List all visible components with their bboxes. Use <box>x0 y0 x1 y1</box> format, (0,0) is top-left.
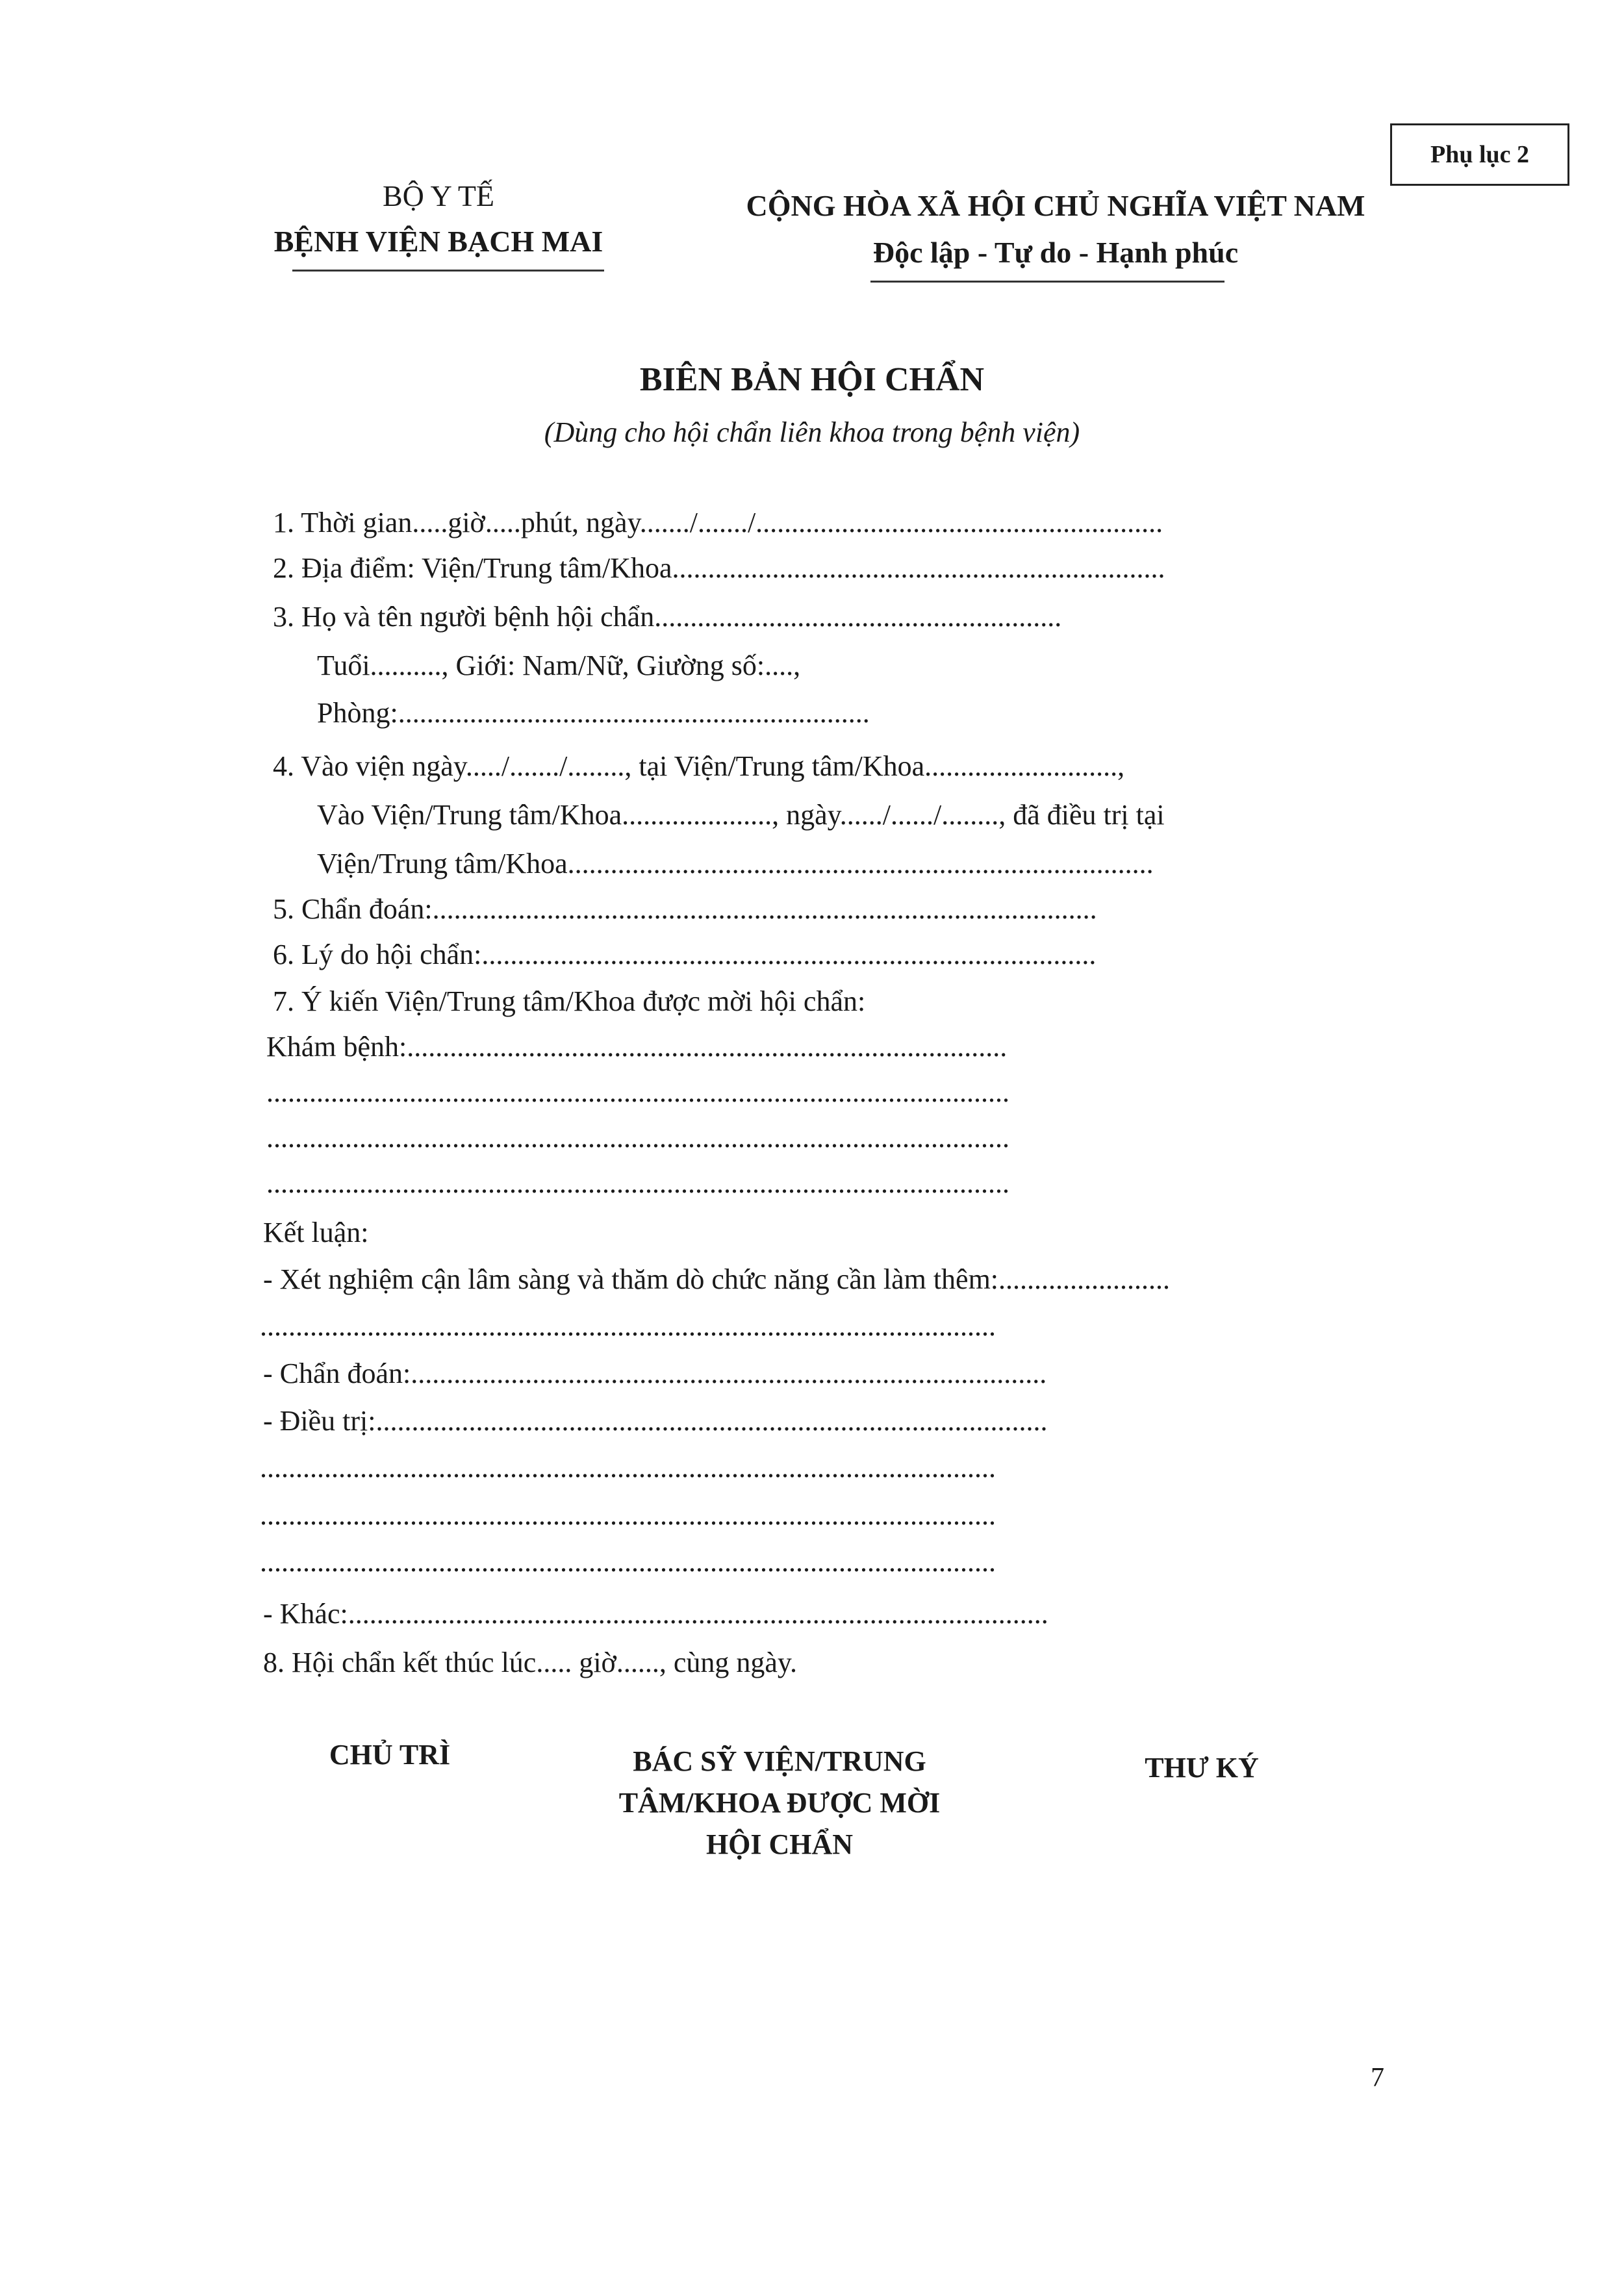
form-line-exam-dots-1: ........................................................................................................ <box>266 1076 1009 1108</box>
form-line-tests-dots: ....................................................................................................... <box>260 1310 996 1342</box>
form-line-room: Phòng:.................................................................. <box>317 697 870 729</box>
form-line-examination: Khám bệnh:.................................................................................... <box>266 1031 1008 1063</box>
hospital-underline <box>292 270 604 272</box>
form-line-treated-dept: Viện/Trung tâm/Khoa.................................................................................. <box>317 848 1154 879</box>
form-line-conclusion-diagnosis: - Chẩn đoán:......................................................................................... <box>263 1358 1047 1389</box>
form-line-end-time: 8. Hội chẩn kết thúc lúc..... giờ......, cùng ngày. <box>263 1647 798 1678</box>
document-subtitle: (Dùng cho hội chẩn liên khoa trong bệnh viện) <box>544 416 1080 448</box>
form-line-diagnosis: 5. Chẩn đoán:............................................................................................. <box>273 893 1097 925</box>
invited-doctor-line-1: BÁC SỸ VIỆN/TRUNG <box>633 1745 926 1777</box>
form-line-patient-name: 3. Họ và tên người bệnh hội chẩn......................................................... <box>273 601 1062 633</box>
form-line-treatment: - Điều trị:.............................................................................................. <box>263 1405 1048 1437</box>
appendix-label: Phụ lục 2 <box>1390 123 1569 186</box>
hospital-name: BỆNH VIỆN BẠCH MAI <box>273 225 603 258</box>
form-line-exam-dots-2: ........................................................................................................ <box>266 1122 1009 1154</box>
form-line-reason: 6. Lý do hội chẩn:...................................................................................... <box>273 939 1097 970</box>
signature-invited-doctor <box>552 1741 1007 1865</box>
signature-chair: CHỦ TRÌ <box>329 1739 451 1771</box>
form-line-admission-dept: Vào Viện/Trung tâm/Khoa....................., ngày....../....../........, đã điều trị tại <box>317 799 1165 831</box>
form-line-exam-dots-3: ........................................................................................................ <box>266 1167 1009 1199</box>
form-line-age-gender: Tuổi.........., Giới: Nam/Nữ, Giường số:...., <box>317 650 801 681</box>
form-line-opinion: 7. Ý kiến Viện/Trung tâm/Khoa được mời hội chẩn: <box>273 985 866 1017</box>
form-line-treatment-dots-1: ....................................................................................................... <box>260 1452 996 1484</box>
form-line-time: 1. Thời gian.....giờ.....phút, ngày......./......./......................................................... <box>273 507 1163 538</box>
page-number: 7 <box>1371 2063 1384 2093</box>
form-line-conclusion: Kết luận: <box>263 1217 369 1248</box>
form-line-admission: 4. Vào viện ngày...../......./........, tại Viện/Trung tâm/Khoa..........................., <box>273 750 1125 782</box>
form-line-location: 2. Địa điểm: Viện/Trung tâm/Khoa..................................................................... <box>273 552 1165 584</box>
invited-doctor-line-3: HỘI CHẨN <box>705 1828 854 1860</box>
document-title: BIÊN BẢN HỘI CHẨN <box>639 361 985 398</box>
country-name: CỘNG HÒA XÃ HỘI CHỦ NGHĨA VIỆT NAM <box>746 189 1365 222</box>
national-motto: Độc lập - Tự do - Hạnh phúc <box>872 236 1239 269</box>
form-line-treatment-dots-3: ....................................................................................................... <box>260 1546 996 1578</box>
form-line-additional-tests: - Xét nghiệm cận lâm sàng và thăm dò chức năng cần làm thêm:........................ <box>263 1263 1171 1295</box>
form-line-treatment-dots-2: ....................................................................................................... <box>260 1499 996 1531</box>
invited-doctor-line-2: TÂM/KHOA ĐƯỢC MỜI <box>618 1787 941 1819</box>
motto-underline <box>870 281 1224 283</box>
signature-secretary: THƯ KÝ <box>1145 1752 1259 1784</box>
form-line-other: - Khác:.................................................................................................. <box>263 1598 1048 1630</box>
ministry-name: BỘ Y TẾ <box>382 179 495 212</box>
